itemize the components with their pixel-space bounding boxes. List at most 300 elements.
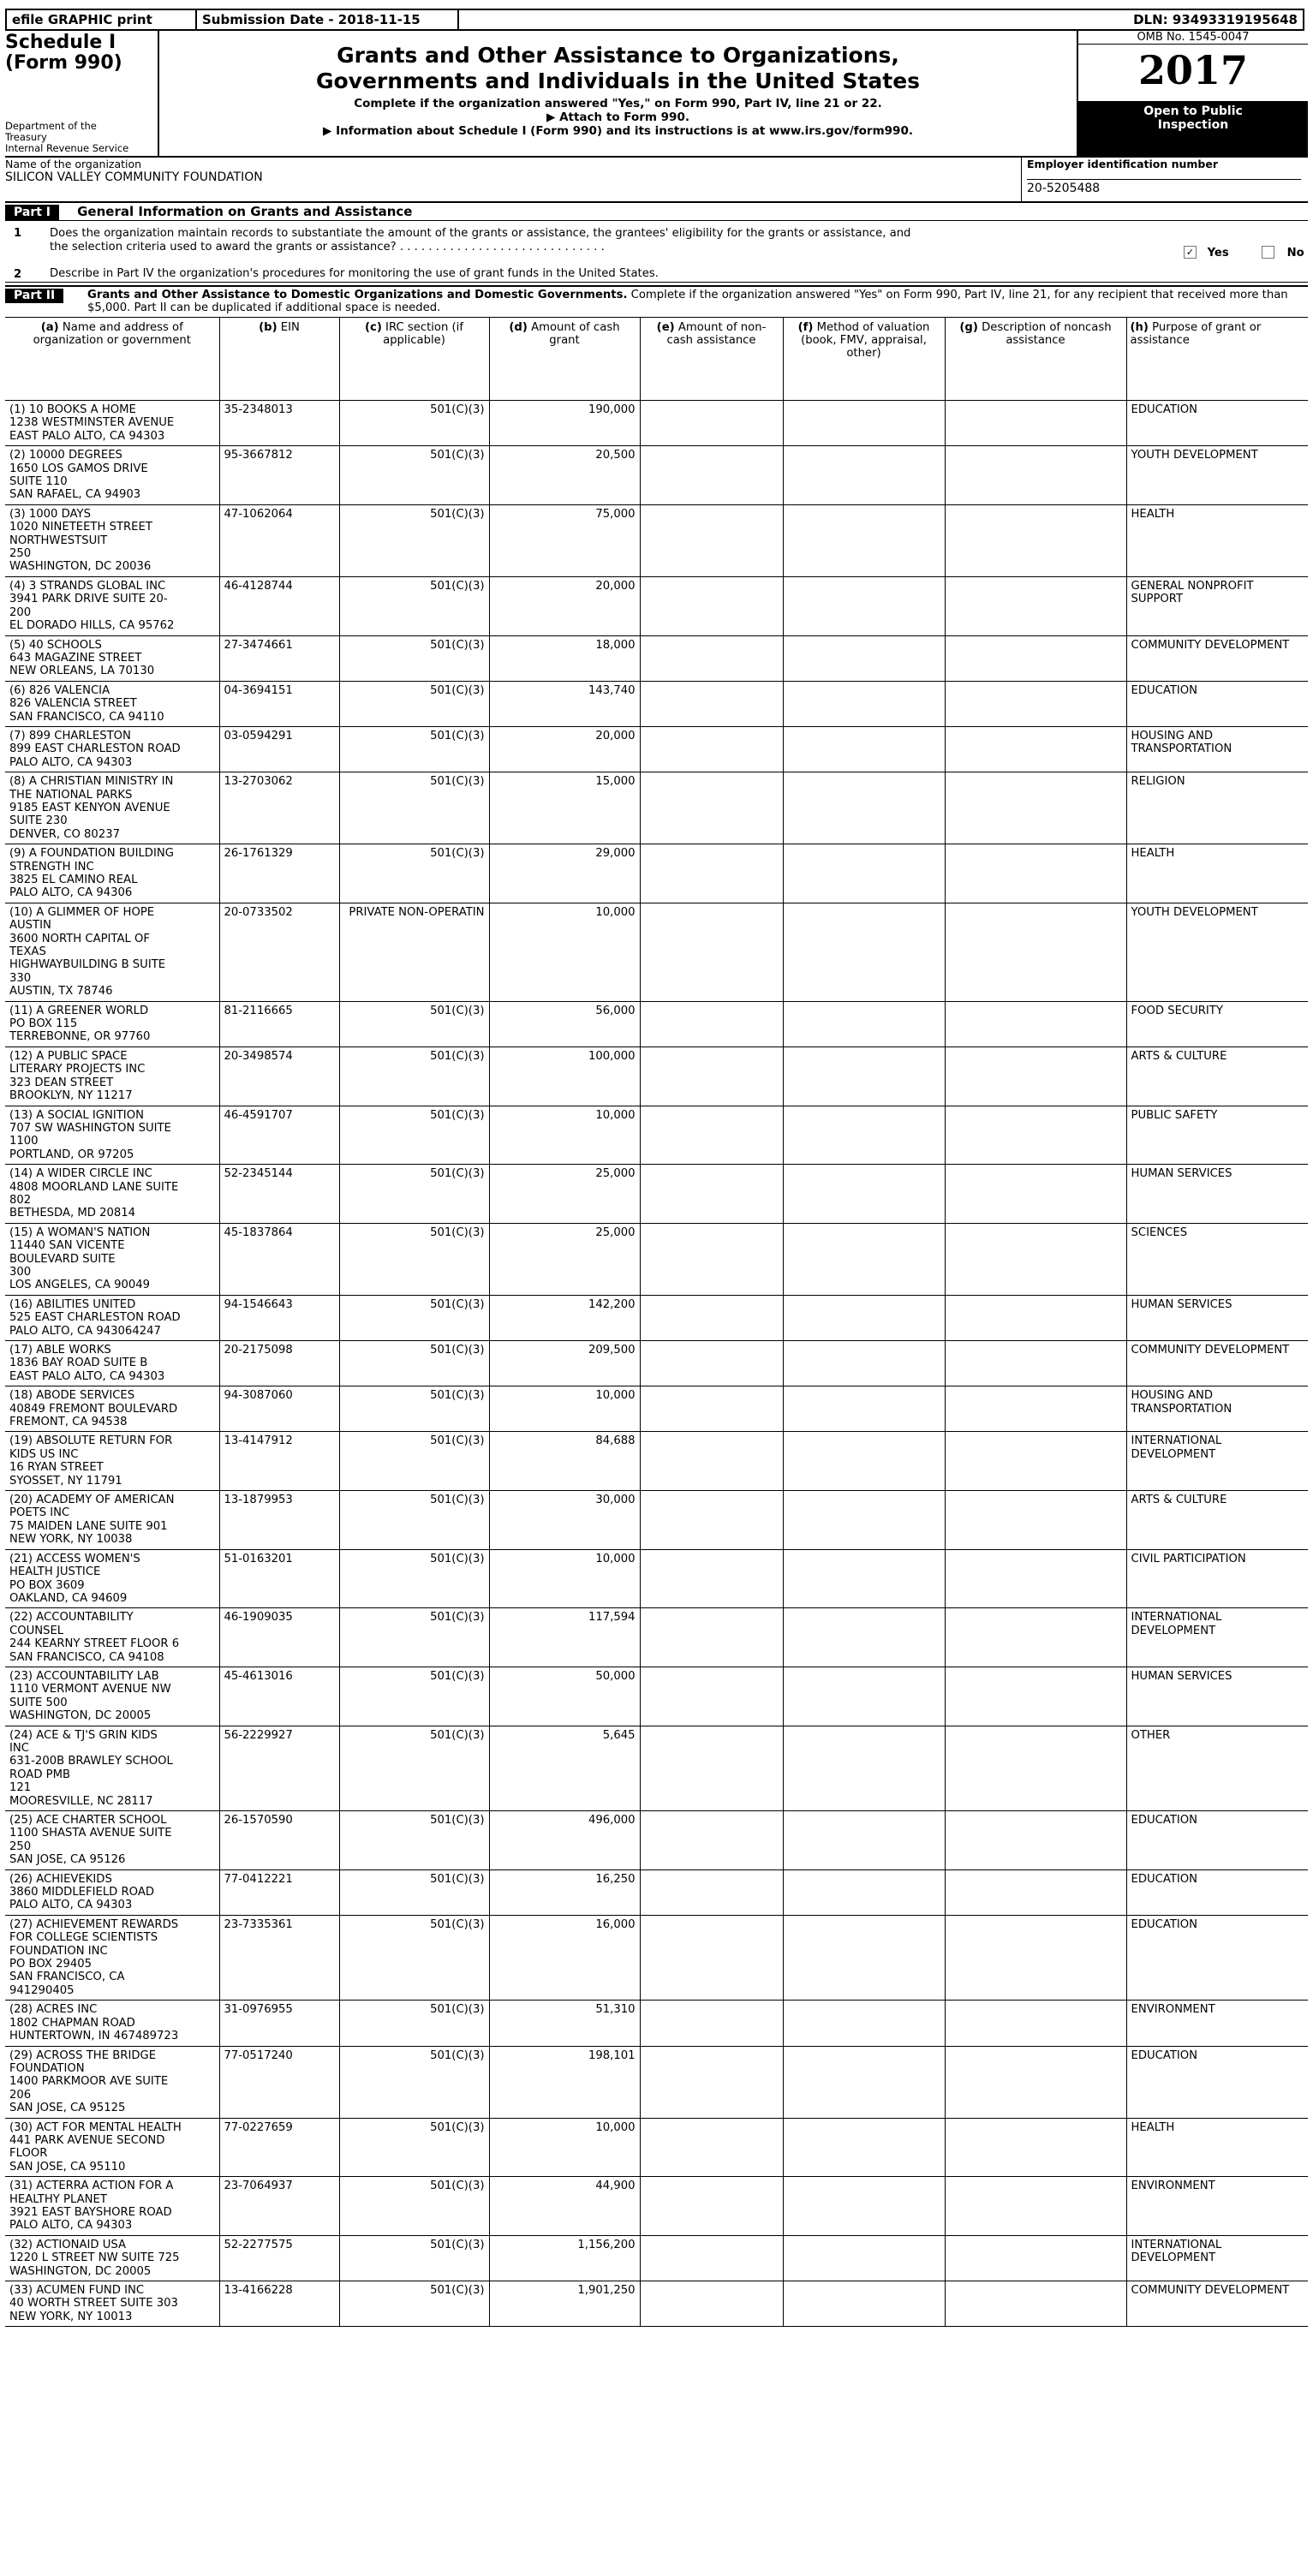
irc-section: 501(C)(3) [339, 1432, 489, 1491]
irc-section: 501(C)(3) [339, 2046, 489, 2118]
noncash-description [945, 1341, 1126, 1386]
grant-purpose: INTERNATIONAL DEVELOPMENT [1126, 1608, 1308, 1667]
table-row [5, 681, 1308, 726]
grant-purpose: ARTS & CULTURE [1126, 1491, 1308, 1550]
grantee-name-address: (19) ABSOLUTE RETURN FOR KIDS US INC 16 RYAN STREET SYOSSET, NY 11791 [5, 1432, 219, 1491]
grantee-name-address: (23) ACCOUNTABILITY LAB 1110 VERMONT AVENUE NW SUITE 500 WASHINGTON, DC 20005 [5, 1667, 219, 1726]
grant-purpose: ENVIRONMENT [1126, 2001, 1308, 2046]
irc-section: 501(C)(3) [339, 2281, 489, 2327]
noncash-amount [640, 635, 783, 681]
grant-purpose: YOUTH DEVELOPMENT [1126, 446, 1308, 505]
grantee-name-address: (3) 1000 DAYS 1020 NINETEETH STREET NORTHWESTSUIT 250 WASHINGTON, DC 20036 [5, 504, 219, 576]
valuation-method [783, 2001, 945, 2046]
irc-section: 501(C)(3) [339, 772, 489, 844]
grant-purpose: ARTS & CULTURE [1126, 1046, 1308, 1106]
submission-date: Submission Date - 2018-11-15 [195, 9, 459, 31]
valuation-method [783, 401, 945, 446]
valuation-method [783, 1295, 945, 1340]
valuation-method [783, 844, 945, 903]
cash-grant-amount: 190,000 [489, 401, 640, 446]
cash-grant-amount: 25,000 [489, 1223, 640, 1295]
table-row [5, 1341, 1308, 1386]
dept-line-2: Treasury [5, 131, 47, 143]
part2-desc-text: Complete if the organization answered "Yes" on Form 990, Part IV, line 21, for any recipient that received more than $5,000. Part II can be duplicated if additional space is needed. [87, 289, 1288, 314]
noncash-amount [640, 1869, 783, 1915]
noncash-amount [640, 1295, 783, 1340]
noncash-description [945, 681, 1126, 726]
table-row [5, 1915, 1308, 2000]
valuation-method [783, 504, 945, 576]
grantee-name-address: (7) 899 CHARLESTON 899 EAST CHARLESTON ROAD PALO ALTO, CA 94303 [5, 726, 219, 772]
noncash-description [945, 2001, 1126, 2046]
grantee-ein: 23-7335361 [219, 1915, 339, 2000]
grantee-name-address: (28) ACRES INC 1802 CHAPMAN ROAD HUNTERTOWN, IN 467489723 [5, 2001, 219, 2046]
grantee-ein: 46-4128744 [219, 576, 339, 635]
ein-value: 20-5205488 [1027, 179, 1301, 195]
cash-grant-amount: 143,740 [489, 681, 640, 726]
noncash-description [945, 1106, 1126, 1165]
grantee-ein: 46-4591707 [219, 1106, 339, 1165]
grantee-ein: 26-1570590 [219, 1811, 339, 1870]
grant-purpose: PUBLIC SAFETY [1126, 1106, 1308, 1165]
grantee-ein: 77-0517240 [219, 2046, 339, 2118]
table-row [5, 1549, 1308, 1608]
noncash-amount [640, 1811, 783, 1870]
table-row [5, 1491, 1308, 1550]
cash-grant-amount: 10,000 [489, 1549, 640, 1608]
cash-grant-amount: 29,000 [489, 844, 640, 903]
ein-box [1021, 157, 1309, 201]
valuation-method [783, 1106, 945, 1165]
noncash-amount [640, 1608, 783, 1667]
irc-section: 501(C)(3) [339, 1341, 489, 1386]
form-subtitle-3: ▶ Information about Schedule I (Form 990) and its instructions is at www.irs.gov/form990. [323, 124, 913, 138]
grant-purpose: EDUCATION [1126, 1869, 1308, 1915]
form-title-line-2: Governments and Individuals in the United States [315, 69, 921, 93]
noncash-description [945, 1869, 1126, 1915]
q1-yes-option[interactable] [1184, 246, 1229, 260]
valuation-method [783, 681, 945, 726]
grantee-ein: 20-0733502 [219, 903, 339, 1001]
noncash-description [945, 1386, 1126, 1432]
cash-grant-amount: 10,000 [489, 1106, 640, 1165]
valuation-method [783, 772, 945, 844]
form-number: (Form 990) [5, 52, 122, 74]
grantee-name-address: (11) A GREENER WORLD PO BOX 115 TERREBONNE, OR 97760 [5, 1001, 219, 1046]
col-header-name: (a) Name and address of organization or government [5, 318, 219, 401]
grantee-ein: 81-2116665 [219, 1001, 339, 1046]
cash-grant-amount: 10,000 [489, 2118, 640, 2177]
col-header-purpose: (h) Purpose of grant or assistance [1126, 318, 1308, 401]
grantee-ein: 03-0594291 [219, 726, 339, 772]
irc-section: 501(C)(3) [339, 635, 489, 681]
table-row [5, 1106, 1308, 1165]
cash-grant-amount: 51,310 [489, 2001, 640, 2046]
valuation-method [783, 2046, 945, 2118]
grantee-name-address: (27) ACHIEVEMENT REWARDS FOR COLLEGE SCIENTISTS FOUNDATION INC PO BOX 29405 SAN FRANCISCO, CA 941290405 [5, 1915, 219, 2000]
grantee-ein: 77-0227659 [219, 2118, 339, 2177]
dept-line-1: Department of the [5, 120, 97, 132]
part1-title: General Information on Grants and Assistance [77, 204, 413, 219]
irc-section: 501(C)(3) [339, 1915, 489, 2000]
noncash-amount [640, 1046, 783, 1106]
table-row [5, 1432, 1308, 1491]
yes-checkbox[interactable]: ✓ [1184, 246, 1197, 259]
column-header-row [5, 318, 1308, 401]
grantee-name-address: (32) ACTIONAID USA 1220 L STREET NW SUITE 725 WASHINGTON, DC 20005 [5, 2235, 219, 2281]
grantee-name-address: (6) 826 VALENCIA 826 VALENCIA STREET SAN FRANCISCO, CA 94110 [5, 681, 219, 726]
irc-section: 501(C)(3) [339, 1001, 489, 1046]
noncash-amount [640, 2235, 783, 2281]
noncash-description [945, 772, 1126, 844]
valuation-method [783, 1046, 945, 1106]
noncash-amount [640, 1106, 783, 1165]
noncash-description [945, 726, 1126, 772]
grant-purpose: EDUCATION [1126, 401, 1308, 446]
grantee-ein: 52-2277575 [219, 2235, 339, 2281]
valuation-method [783, 1608, 945, 1667]
irc-section: 501(C)(3) [339, 2118, 489, 2177]
grant-purpose: FOOD SECURITY [1126, 1001, 1308, 1046]
grantee-name-address: (18) ABODE SERVICES 40849 FREMONT BOULEVARD FREMONT, CA 94538 [5, 1386, 219, 1432]
schedule-id-box [5, 31, 159, 156]
cash-grant-amount: 100,000 [489, 1046, 640, 1106]
valuation-method [783, 1869, 945, 1915]
form-title-line-1: Grants and Other Assistance to Organizations, [337, 43, 899, 68]
cash-grant-amount: 20,000 [489, 576, 640, 635]
grantee-name-address: (12) A PUBLIC SPACE LITERARY PROJECTS INC 323 DEAN STREET BROOKLYN, NY 11217 [5, 1046, 219, 1106]
table-row [5, 401, 1308, 446]
dln-number: DLN: 93493319195648 [457, 9, 1304, 31]
grant-purpose: HEALTH [1126, 504, 1308, 576]
table-row [5, 2001, 1308, 2046]
grantee-ein: 51-0163201 [219, 1549, 339, 1608]
grantee-name-address: (9) A FOUNDATION BUILDING STRENGTH INC 3825 EL CAMINO REAL PALO ALTO, CA 94306 [5, 844, 219, 903]
grantee-name-address: (17) ABLE WORKS 1836 BAY ROAD SUITE B EAST PALO ALTO, CA 94303 [5, 1341, 219, 1386]
table-row [5, 2177, 1308, 2236]
noncash-amount [640, 401, 783, 446]
part2-title: Grants and Other Assistance to Domestic Organizations and Domestic Governments. [87, 289, 628, 301]
part2-header [5, 285, 1308, 318]
noncash-description [945, 1549, 1126, 1608]
grantee-ein: 23-7064937 [219, 2177, 339, 2236]
valuation-method [783, 576, 945, 635]
irc-section: 501(C)(3) [339, 2235, 489, 2281]
cash-grant-amount: 30,000 [489, 1491, 640, 1550]
table-row [5, 772, 1308, 844]
noncash-amount [640, 1223, 783, 1295]
cash-grant-amount: 10,000 [489, 903, 640, 1001]
valuation-method [783, 1811, 945, 1870]
table-row [5, 726, 1308, 772]
noncash-amount [640, 2118, 783, 2177]
table-row [5, 2046, 1308, 2118]
irc-section: 501(C)(3) [339, 1667, 489, 1726]
no-checkbox[interactable] [1262, 246, 1274, 259]
irc-section: 501(C)(3) [339, 844, 489, 903]
table-row [5, 2281, 1308, 2327]
noncash-description [945, 1046, 1126, 1106]
grant-purpose: HUMAN SERVICES [1126, 1295, 1308, 1340]
valuation-method [783, 726, 945, 772]
col-header-description: (g) Description of noncash assistance [945, 318, 1126, 401]
noncash-amount [640, 2001, 783, 2046]
form-subtitle-2: ▶ Attach to Form 990. [546, 110, 689, 124]
grants-table [5, 317, 1308, 2327]
noncash-amount [640, 576, 783, 635]
grant-purpose: EDUCATION [1126, 1915, 1308, 2000]
grantee-ein: 56-2229927 [219, 1726, 339, 1810]
grantee-name-address: (2) 10000 DEGREES 1650 LOS GAMOS DRIVE SUITE 110 SAN RAFAEL, CA 94903 [5, 446, 219, 505]
grant-purpose: ENVIRONMENT [1126, 2177, 1308, 2236]
noncash-description [945, 1165, 1126, 1224]
noncash-description [945, 2118, 1126, 2177]
table-row [5, 2235, 1308, 2281]
grantee-ein: 45-4613016 [219, 1667, 339, 1726]
q1-text-line-2: the selection criteria used to award the grants or assistance? . . . . . . . . . . . . . . . . . . . . . . . . . . . . . [50, 241, 605, 253]
noncash-description [945, 1915, 1126, 2000]
table-row [5, 1165, 1308, 1224]
ein-label: Employer identification number [1027, 158, 1219, 170]
cash-grant-amount: 10,000 [489, 1386, 640, 1432]
grant-purpose: HUMAN SERVICES [1126, 1667, 1308, 1726]
table-row [5, 1386, 1308, 1432]
noncash-amount [640, 681, 783, 726]
form-header [5, 31, 1308, 158]
grantee-ein: 26-1761329 [219, 844, 339, 903]
grantee-ein: 95-3667812 [219, 446, 339, 505]
valuation-method [783, 1223, 945, 1295]
grantee-ein: 13-4166228 [219, 2281, 339, 2327]
irc-section: 501(C)(3) [339, 576, 489, 635]
col-header-method: (f) Method of valuation (book, FMV, appraisal, other) [783, 318, 945, 401]
col-header-irc: (c) IRC section (if applicable) [339, 318, 489, 401]
cash-grant-amount: 5,645 [489, 1726, 640, 1810]
noncash-amount [640, 2281, 783, 2327]
cash-grant-amount: 16,000 [489, 1915, 640, 2000]
grantee-ein: 52-2345144 [219, 1165, 339, 1224]
grantee-name-address: (10) A GLIMMER OF HOPE AUSTIN 3600 NORTH CAPITAL OF TEXAS HIGHWAYBUILDING B SUITE 330 AUSTIN, TX 78746 [5, 903, 219, 1001]
cash-grant-amount: 209,500 [489, 1341, 640, 1386]
schedule-title: Schedule I [5, 32, 116, 53]
open-to-public-box [1078, 101, 1308, 156]
noncash-description [945, 504, 1126, 576]
grant-purpose: HUMAN SERVICES [1126, 1165, 1308, 1224]
organization-row [5, 157, 1308, 203]
noncash-description [945, 903, 1126, 1001]
irc-section: 501(C)(3) [339, 1811, 489, 1870]
irc-section: 501(C)(3) [339, 504, 489, 576]
noncash-description [945, 1608, 1126, 1667]
grantee-name-address: (29) ACROSS THE BRIDGE FOUNDATION 1400 PARKMOOR AVE SUITE 206 SAN JOSE, CA 95125 [5, 2046, 219, 2118]
irc-section: 501(C)(3) [339, 446, 489, 505]
valuation-method [783, 2118, 945, 2177]
table-row [5, 576, 1308, 635]
grant-purpose: HEALTH [1126, 2118, 1308, 2177]
noncash-description [945, 844, 1126, 903]
cash-grant-amount: 18,000 [489, 635, 640, 681]
noncash-amount [640, 504, 783, 576]
valuation-method [783, 1549, 945, 1608]
grant-purpose: SCIENCES [1126, 1223, 1308, 1295]
grantee-ein: 46-1909035 [219, 1608, 339, 1667]
form-title-block [159, 31, 1077, 156]
valuation-method [783, 1341, 945, 1386]
cash-grant-amount: 20,000 [489, 726, 640, 772]
cash-grant-amount: 84,688 [489, 1432, 640, 1491]
noncash-amount [640, 2046, 783, 2118]
noncash-description [945, 635, 1126, 681]
valuation-method [783, 1491, 945, 1550]
grantee-ein: 27-3474661 [219, 635, 339, 681]
table-row [5, 635, 1308, 681]
grantee-name-address: (22) ACCOUNTABILITY COUNSEL 244 KEARNY STREET FLOOR 6 SAN FRANCISCO, CA 94108 [5, 1608, 219, 1667]
noncash-description [945, 2046, 1126, 2118]
table-row [5, 1726, 1308, 1810]
noncash-amount [640, 1432, 783, 1491]
grant-purpose: HOUSING AND TRANSPORTATION [1126, 1386, 1308, 1432]
noncash-description [945, 446, 1126, 505]
valuation-method [783, 635, 945, 681]
cash-grant-amount: 50,000 [489, 1667, 640, 1726]
noncash-amount [640, 1165, 783, 1224]
table-row [5, 903, 1308, 1001]
cash-grant-amount: 20,500 [489, 446, 640, 505]
grantee-ein: 04-3694151 [219, 681, 339, 726]
q1-no-option[interactable] [1262, 246, 1304, 260]
noncash-amount [640, 1001, 783, 1046]
grantee-name-address: (16) ABILITIES UNITED 525 EAST CHARLESTON ROAD PALO ALTO, CA 943064247 [5, 1295, 219, 1340]
no-label: No [1286, 246, 1304, 259]
noncash-amount [640, 772, 783, 844]
part2-label: Part II [5, 289, 63, 303]
grantee-name-address: (31) ACTERRA ACTION FOR A HEALTHY PLANET 3921 EAST BAYSHORE ROAD PALO ALTO, CA 94303 [5, 2177, 219, 2236]
grant-purpose: RELIGION [1126, 772, 1308, 844]
grant-purpose: COMMUNITY DEVELOPMENT [1126, 635, 1308, 681]
cash-grant-amount: 25,000 [489, 1165, 640, 1224]
irc-section: 501(C)(3) [339, 726, 489, 772]
part1-header [5, 203, 1308, 221]
cash-grant-amount: 44,900 [489, 2177, 640, 2236]
irc-section: 501(C)(3) [339, 681, 489, 726]
table-row [5, 1667, 1308, 1726]
noncash-description [945, 401, 1126, 446]
grantee-name-address: (26) ACHIEVEKIDS 3860 MIDDLEFIELD ROAD PALO ALTO, CA 94303 [5, 1869, 219, 1915]
valuation-method [783, 2235, 945, 2281]
irc-section: 501(C)(3) [339, 1549, 489, 1608]
cash-grant-amount: 117,594 [489, 1608, 640, 1667]
grantee-ein: 13-2703062 [219, 772, 339, 844]
irc-section: 501(C)(3) [339, 1491, 489, 1550]
irc-section: PRIVATE NON-OPERATIN [339, 903, 489, 1001]
noncash-amount [640, 446, 783, 505]
part2-description [87, 289, 1304, 314]
noncash-description [945, 576, 1126, 635]
valuation-method [783, 1667, 945, 1726]
noncash-description [945, 1726, 1126, 1810]
col-header-noncash: (e) Amount of non-cash assistance [640, 318, 783, 401]
form-subtitle-1: Complete if the organization answered "Yes," on Form 990, Part IV, line 21 or 22. [354, 97, 882, 110]
valuation-method [783, 1915, 945, 2000]
valuation-method [783, 1001, 945, 1046]
irc-section: 501(C)(3) [339, 1295, 489, 1340]
valuation-method [783, 2177, 945, 2236]
col-header-cash: (d) Amount of cash grant [489, 318, 640, 401]
valuation-method [783, 446, 945, 505]
irc-section: 501(C)(3) [339, 2177, 489, 2236]
grant-purpose: YOUTH DEVELOPMENT [1126, 903, 1308, 1001]
table-row [5, 1811, 1308, 1870]
grantee-ein: 20-2175098 [219, 1341, 339, 1386]
top-strip [5, 9, 1308, 29]
tax-year: 2017 [1137, 47, 1249, 93]
noncash-description [945, 1811, 1126, 1870]
col-header-ein: (b) EIN [219, 318, 339, 401]
noncash-description [945, 1001, 1126, 1046]
grant-purpose: HOUSING AND TRANSPORTATION [1126, 726, 1308, 772]
grantee-name-address: (8) A CHRISTIAN MINISTRY IN THE NATIONAL PARKS 9185 EAST KENYON AVENUE SUITE 230 DENVER, CO 80237 [5, 772, 219, 844]
open-to-public-line-1: Open to Public [1143, 104, 1243, 118]
noncash-amount [640, 1915, 783, 2000]
omb-box [1077, 31, 1308, 156]
table-row [5, 1046, 1308, 1106]
grant-purpose: INTERNATIONAL DEVELOPMENT [1126, 1432, 1308, 1491]
grantee-name-address: (13) A SOCIAL IGNITION 707 SW WASHINGTON SUITE 1100 PORTLAND, OR 97205 [5, 1106, 219, 1165]
cash-grant-amount: 16,250 [489, 1869, 640, 1915]
grant-purpose: EDUCATION [1126, 1811, 1308, 1870]
noncash-description [945, 2177, 1126, 2236]
grant-purpose: INTERNATIONAL DEVELOPMENT [1126, 2235, 1308, 2281]
noncash-amount [640, 844, 783, 903]
part1-label: Part I [5, 205, 59, 220]
noncash-description [945, 2235, 1126, 2281]
irc-section: 501(C)(3) [339, 1386, 489, 1432]
grantee-ein: 31-0976955 [219, 2001, 339, 2046]
q1-number: 1 [14, 227, 22, 240]
noncash-description [945, 2281, 1126, 2327]
cash-grant-amount: 56,000 [489, 1001, 640, 1046]
q1-text [50, 227, 1009, 254]
omb-number: OMB No. 1545-0047 [1078, 31, 1308, 45]
grantee-name-address: (1) 10 BOOKS A HOME 1238 WESTMINSTER AVENUE EAST PALO ALTO, CA 94303 [5, 401, 219, 446]
valuation-method [783, 903, 945, 1001]
grantee-name-address: (33) ACUMEN FUND INC 40 WORTH STREET SUITE 303 NEW YORK, NY 10013 [5, 2281, 219, 2327]
valuation-method [783, 1432, 945, 1491]
part1-question-1 [5, 225, 1308, 266]
grantee-ein: 13-1879953 [219, 1491, 339, 1550]
noncash-amount [640, 1667, 783, 1726]
q2-number: 2 [14, 268, 22, 281]
table-row [5, 1869, 1308, 1915]
grantee-ein: 94-1546643 [219, 1295, 339, 1340]
cash-grant-amount: 1,901,250 [489, 2281, 640, 2327]
irc-section: 501(C)(3) [339, 1869, 489, 1915]
cash-grant-amount: 1,156,200 [489, 2235, 640, 2281]
noncash-amount [640, 1341, 783, 1386]
noncash-amount [640, 1491, 783, 1550]
noncash-description [945, 1667, 1126, 1726]
noncash-description [945, 1432, 1126, 1491]
table-row [5, 1608, 1308, 1667]
grantee-name-address: (5) 40 SCHOOLS 643 MAGAZINE STREET NEW ORLEANS, LA 70130 [5, 635, 219, 681]
grantee-name-address: (30) ACT FOR MENTAL HEALTH 441 PARK AVENUE SECOND FLOOR SAN JOSE, CA 95110 [5, 2118, 219, 2177]
valuation-method [783, 1386, 945, 1432]
grantee-name-address: (4) 3 STRANDS GLOBAL INC 3941 PARK DRIVE SUITE 20- 200 EL DORADO HILLS, CA 95762 [5, 576, 219, 635]
noncash-amount [640, 2177, 783, 2236]
grants-table-wrapper [5, 317, 1308, 2327]
grant-purpose: COMMUNITY DEVELOPMENT [1126, 2281, 1308, 2327]
grantee-ein: 77-0412221 [219, 1869, 339, 1915]
